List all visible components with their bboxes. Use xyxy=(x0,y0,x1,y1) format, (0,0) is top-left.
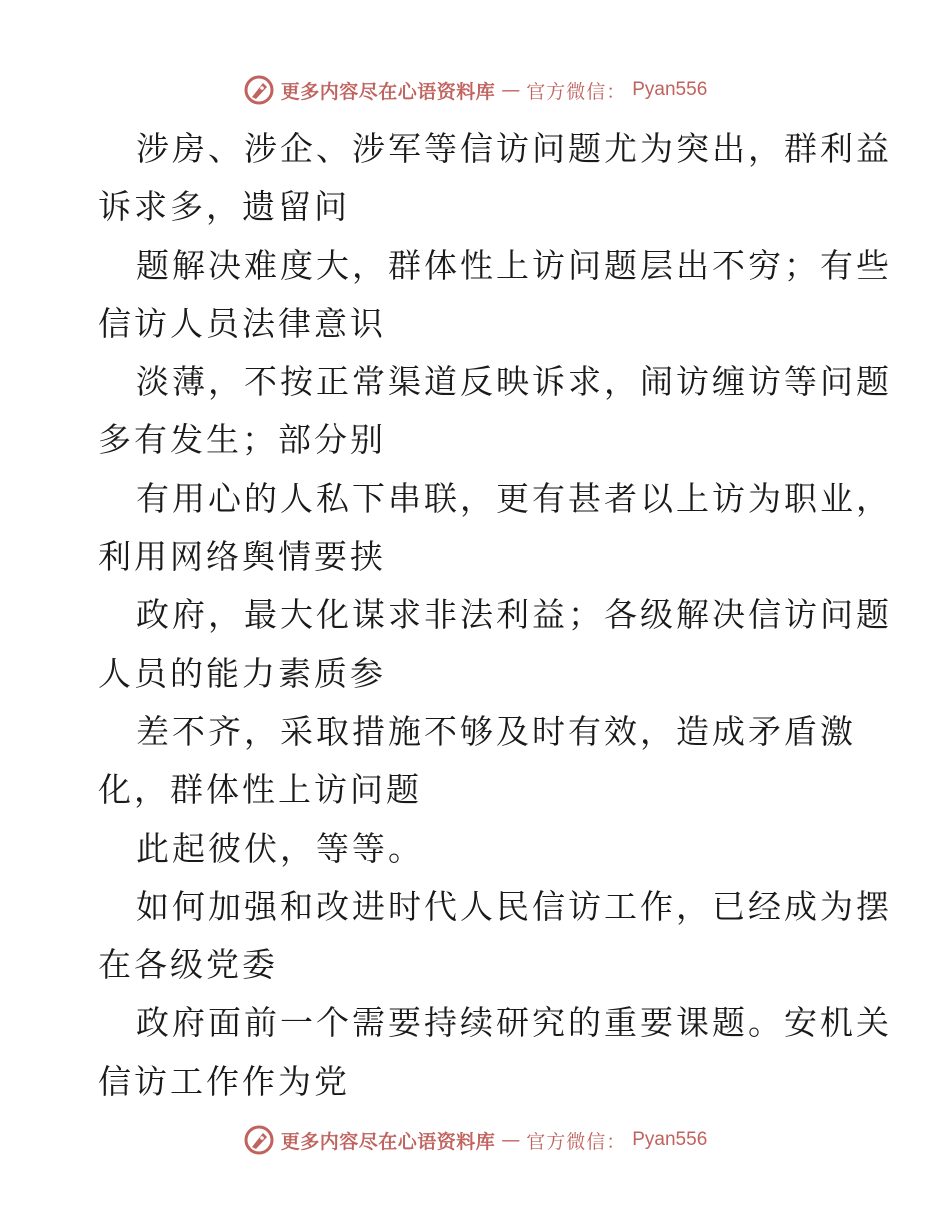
text-line: 此起彼伏，等等。 xyxy=(136,828,424,868)
banner-wechat-id: Pyan556 xyxy=(632,79,708,100)
banner-slogan: 更多内容尽在心语资料库 xyxy=(280,80,496,103)
text-line: 在各级党委 xyxy=(98,945,278,985)
banner-official-label: 官方微信： xyxy=(526,80,627,103)
banner-slogan: 更多内容尽在心语资料库 xyxy=(280,1130,496,1153)
text-line: 题解决难度大，群体性上访问题层出不穷；有些 xyxy=(136,245,892,285)
text-line: 涉房、涉企、涉军等信访问题尤为突出，群利益 xyxy=(136,129,892,168)
document-body xyxy=(98,120,892,1111)
text-line: 诉求多，遗留问 xyxy=(98,187,350,227)
text-line: 化，群体性上访问题 xyxy=(98,770,422,810)
text-line: 人员的能力素质参 xyxy=(98,653,386,693)
text-line: 淡薄，不按正常渠道反映诉求，闹访缠访等问题 xyxy=(136,362,892,402)
text-line: 有用心的人私下串联，更有甚者以上访为职业， xyxy=(136,478,892,518)
header-banner xyxy=(0,70,950,110)
banner-separator: — xyxy=(501,1129,521,1151)
banner-official-label: 官方微信： xyxy=(526,1130,627,1153)
banner-wechat-id: Pyan556 xyxy=(632,1129,708,1150)
pen-nib-logo-icon xyxy=(243,1124,275,1156)
text-line: 信访人员法律意识 xyxy=(98,303,386,343)
text-line: 差不齐，采取措施不够及时有效，造成矛盾激 xyxy=(136,711,856,751)
pen-nib-logo-icon xyxy=(243,74,275,106)
text-line: 多有发生；部分别 xyxy=(98,420,386,460)
text-line: 利用网络舆情要挟 xyxy=(98,537,386,577)
text-line: 政府，最大化谋求非法利益；各级解决信访问题 xyxy=(136,595,892,635)
text-line: 如何加强和改进时代人民信访工作，已经成为摆 xyxy=(136,886,892,926)
text-line: 政府面前一个需要持续研究的重要课题。安机关 xyxy=(136,1003,892,1043)
text-line: 信访工作作为党 xyxy=(98,1061,350,1101)
footer-banner xyxy=(0,1120,950,1160)
banner-separator: — xyxy=(501,79,521,101)
